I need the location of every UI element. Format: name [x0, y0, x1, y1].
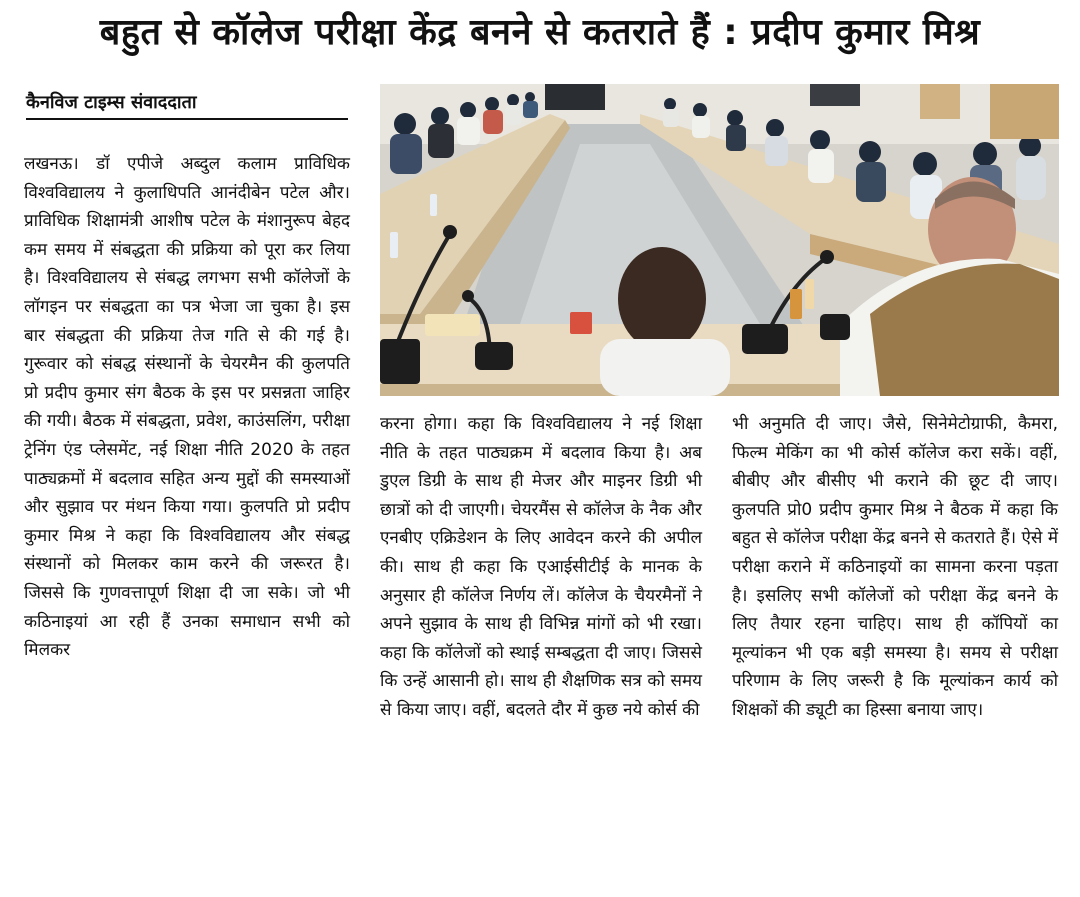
byline-divider [26, 118, 348, 120]
meeting-photo-illustration [380, 84, 1059, 396]
byline: कैनविज टाइम्स संवाददाता [26, 92, 197, 113]
column-3-text: भी अनुमति दी जाए। जैसे, सिनेमेटोग्राफी, कैमरा, फिल्म मेकिंग का भी कोर्स कॉलेज करा सकें। वहीं, बीबीए और बीसीए भी कराने की छूट दी जाए। कुलपति प्रो0 प्रदीप कुमार मिश्र ने बैठक में कहा कि बहुत से कॉलेज परीक्षा केंद्र बनने से कतराते हैं। ऐसे में परीक्षा कराने में कठिनाइयों का सामना करना पड़ता है। इसलिए सभी कॉलेजों को परीक्षा केंद्र बनने के लिए तैयार रहना चाहिए। साथ ही कॉपियों का मूल्यांकन भी एक बड़ी समस्या है। समय से परीक्षा परिणाम के लिए जरूरी है कि मूल्यांकन कार्य को शिक्षकों की ड्यूटी का हिस्सा बनाया जाए। [732, 414, 1058, 720]
article-column-3 [732, 410, 1058, 725]
headline: बहुत से कॉलेज परीक्षा केंद्र बनने से कतराते हैं : प्रदीप कुमार मिश्र [99, 12, 981, 53]
article-column-1 [24, 150, 350, 665]
meeting-photo [380, 84, 1059, 396]
column-1-text: लखनऊ। डॉ एपीजे अब्दुल कलाम प्राविधिक विश्वविद्यालय ने कुलाधिपति आनंदीबेन पटेल और।प्राविधिक शिक्षामंत्री आशीष पटेल के मंशानुरूप बेहद कम समय में संबद्धता की प्रक्रिया को पूरा कर लिया है। विश्वविद्यालय से संबद्ध लगभग सभी कॉलेजों के लॉगइन पर संबद्धता का पत्र भेजा जा चुका है। इस बार संबद्धता की प्रक्रिया तेज गति से की गई है। गुरूवार को संबद्ध संस्थानों के चेयरमैन की कुलपति प्रो प्रदीप कुमार संग बैठक के इस पर प्रसन्नता जाहिर की गयी। बैठक में संबद्धता, प्रवेश, काउंसलिंग, परीक्षा ट्रेनिंग एंड प्लेसमेंट, नई शिक्षा नीति 2020 के तहत पाठ्यक्रमों में बदलाव सहित अन्य मुद्दों की समस्याओं और सुझाव पर मंथन किया गया। कुलपति प्रो प्रदीप कुमार मिश्र ने कहा कि विश्वविद्यालय और संबद्ध संस्थानों को मिलकर काम करने की जरूरत है। जिससे कि गुणवत्तापूर्ण शिक्षा दी जा सके। जो भी कठिनाइयां आ रही हैं उनका समाधान सभी को मिलकर [24, 154, 350, 661]
article-column-2 [380, 410, 702, 725]
column-2-text: करना होगा। कहा कि विश्वविद्यालय ने नई शिक्षा नीति के तहत पाठ्यक्रम में बदलाव किया है। अब डुएल डिग्री के साथ ही मेजर और माइनर डिग्री भी छात्रों को दी जाएगी। चेयरमैंस से कॉलेज के नैक और एनबीए एक्रिडेशन के लिए आवेदन करने की अपील की। साथ ही कहा कि एआईसीटीई के मानक के अनुसार ही कॉलेज निर्णय लें। कॉलेज के चैयरमैनों ने अपने सुझाव के साथ ही विभिन्न मांगों को भी रखा। कहा कि कॉलेजों को स्थाई सम्बद्धता दी जाए। जिससे कि उन्हें आसानी हो। साथ ही शैक्षणिक सत्र को समय से किया जाए। वहीं, बदलते दौर में कुछ नये कोर्स की [380, 414, 702, 720]
